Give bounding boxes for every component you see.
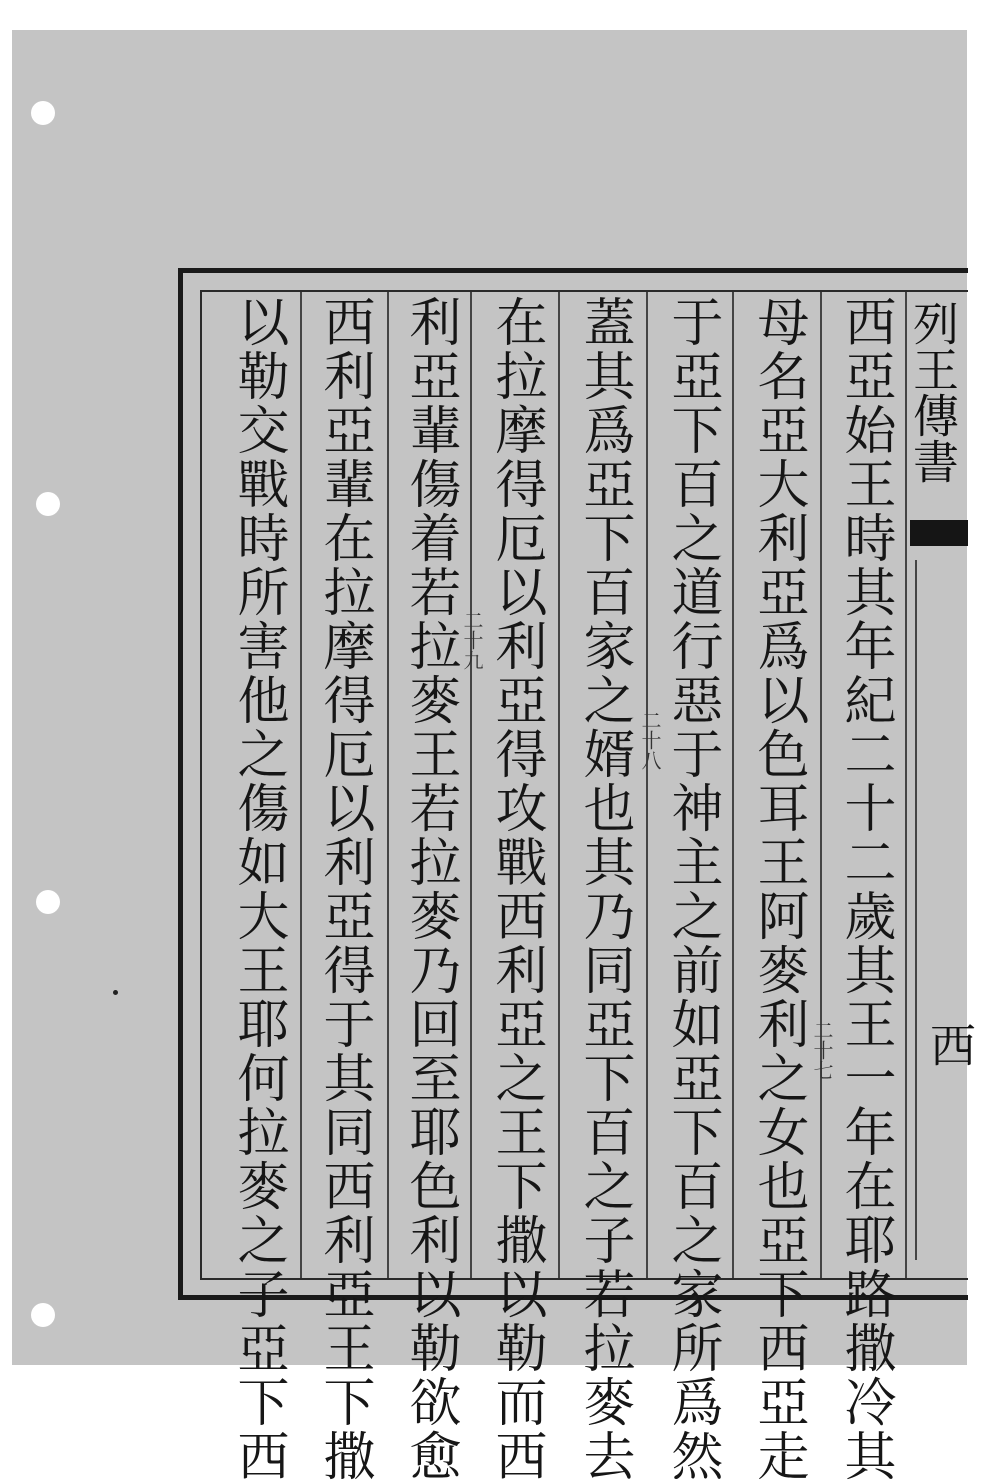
binder-hole-2 [36,492,60,516]
binder-hole-4 [31,1303,55,1327]
column-divider [387,292,389,1278]
text-column-4: 蓋其爲亞下百家之婿也其乃同亞下百之子若拉麥去 [574,295,634,1483]
text-column-5: 在拉摩得厄以利亞得攻戰西利亞之王下撒以勒而西 [486,295,546,1483]
book-title: 列王傳書 [906,300,960,484]
verse-number: 二十七 [810,1020,834,1080]
column-divider [558,292,560,1278]
column-divider [646,292,648,1278]
binder-hole-1 [31,101,55,125]
text-column-7: 西利亞輩在拉摩得厄以利亞得于其同西利亞王下撒 [314,295,374,1483]
column-divider [470,292,472,1278]
verse-number: 二十九 [460,610,484,670]
text-column-3: 于亞下百之道行惡于神主之前如亞下百之家所爲然 [662,295,722,1483]
text-column-2: 母名亞大利亞爲以色耳王阿麥利之女也亞下西亞走 [748,295,808,1483]
text-column-1: 西亞始王時其年紀二十二歲其王一年在耶路撒冷其 [835,295,895,1483]
stray-mark [113,990,118,995]
centerfold-glyph: 西 [930,1019,976,1073]
column-divider [732,292,734,1278]
column-divider [820,292,822,1278]
centerfold-edge [915,560,970,1260]
binder-hole-3 [36,890,60,914]
fish-tail-mark [910,520,968,546]
verse-number: 二十八 [638,710,662,770]
text-column-8: 以勒交戰時所害他之傷如大王耶何拉麥之子亞下西 [228,295,288,1483]
column-divider [300,292,302,1278]
text-column-6: 利亞輩傷着若拉麥王若拉麥乃回至耶色利以勒欲愈 [400,295,460,1483]
